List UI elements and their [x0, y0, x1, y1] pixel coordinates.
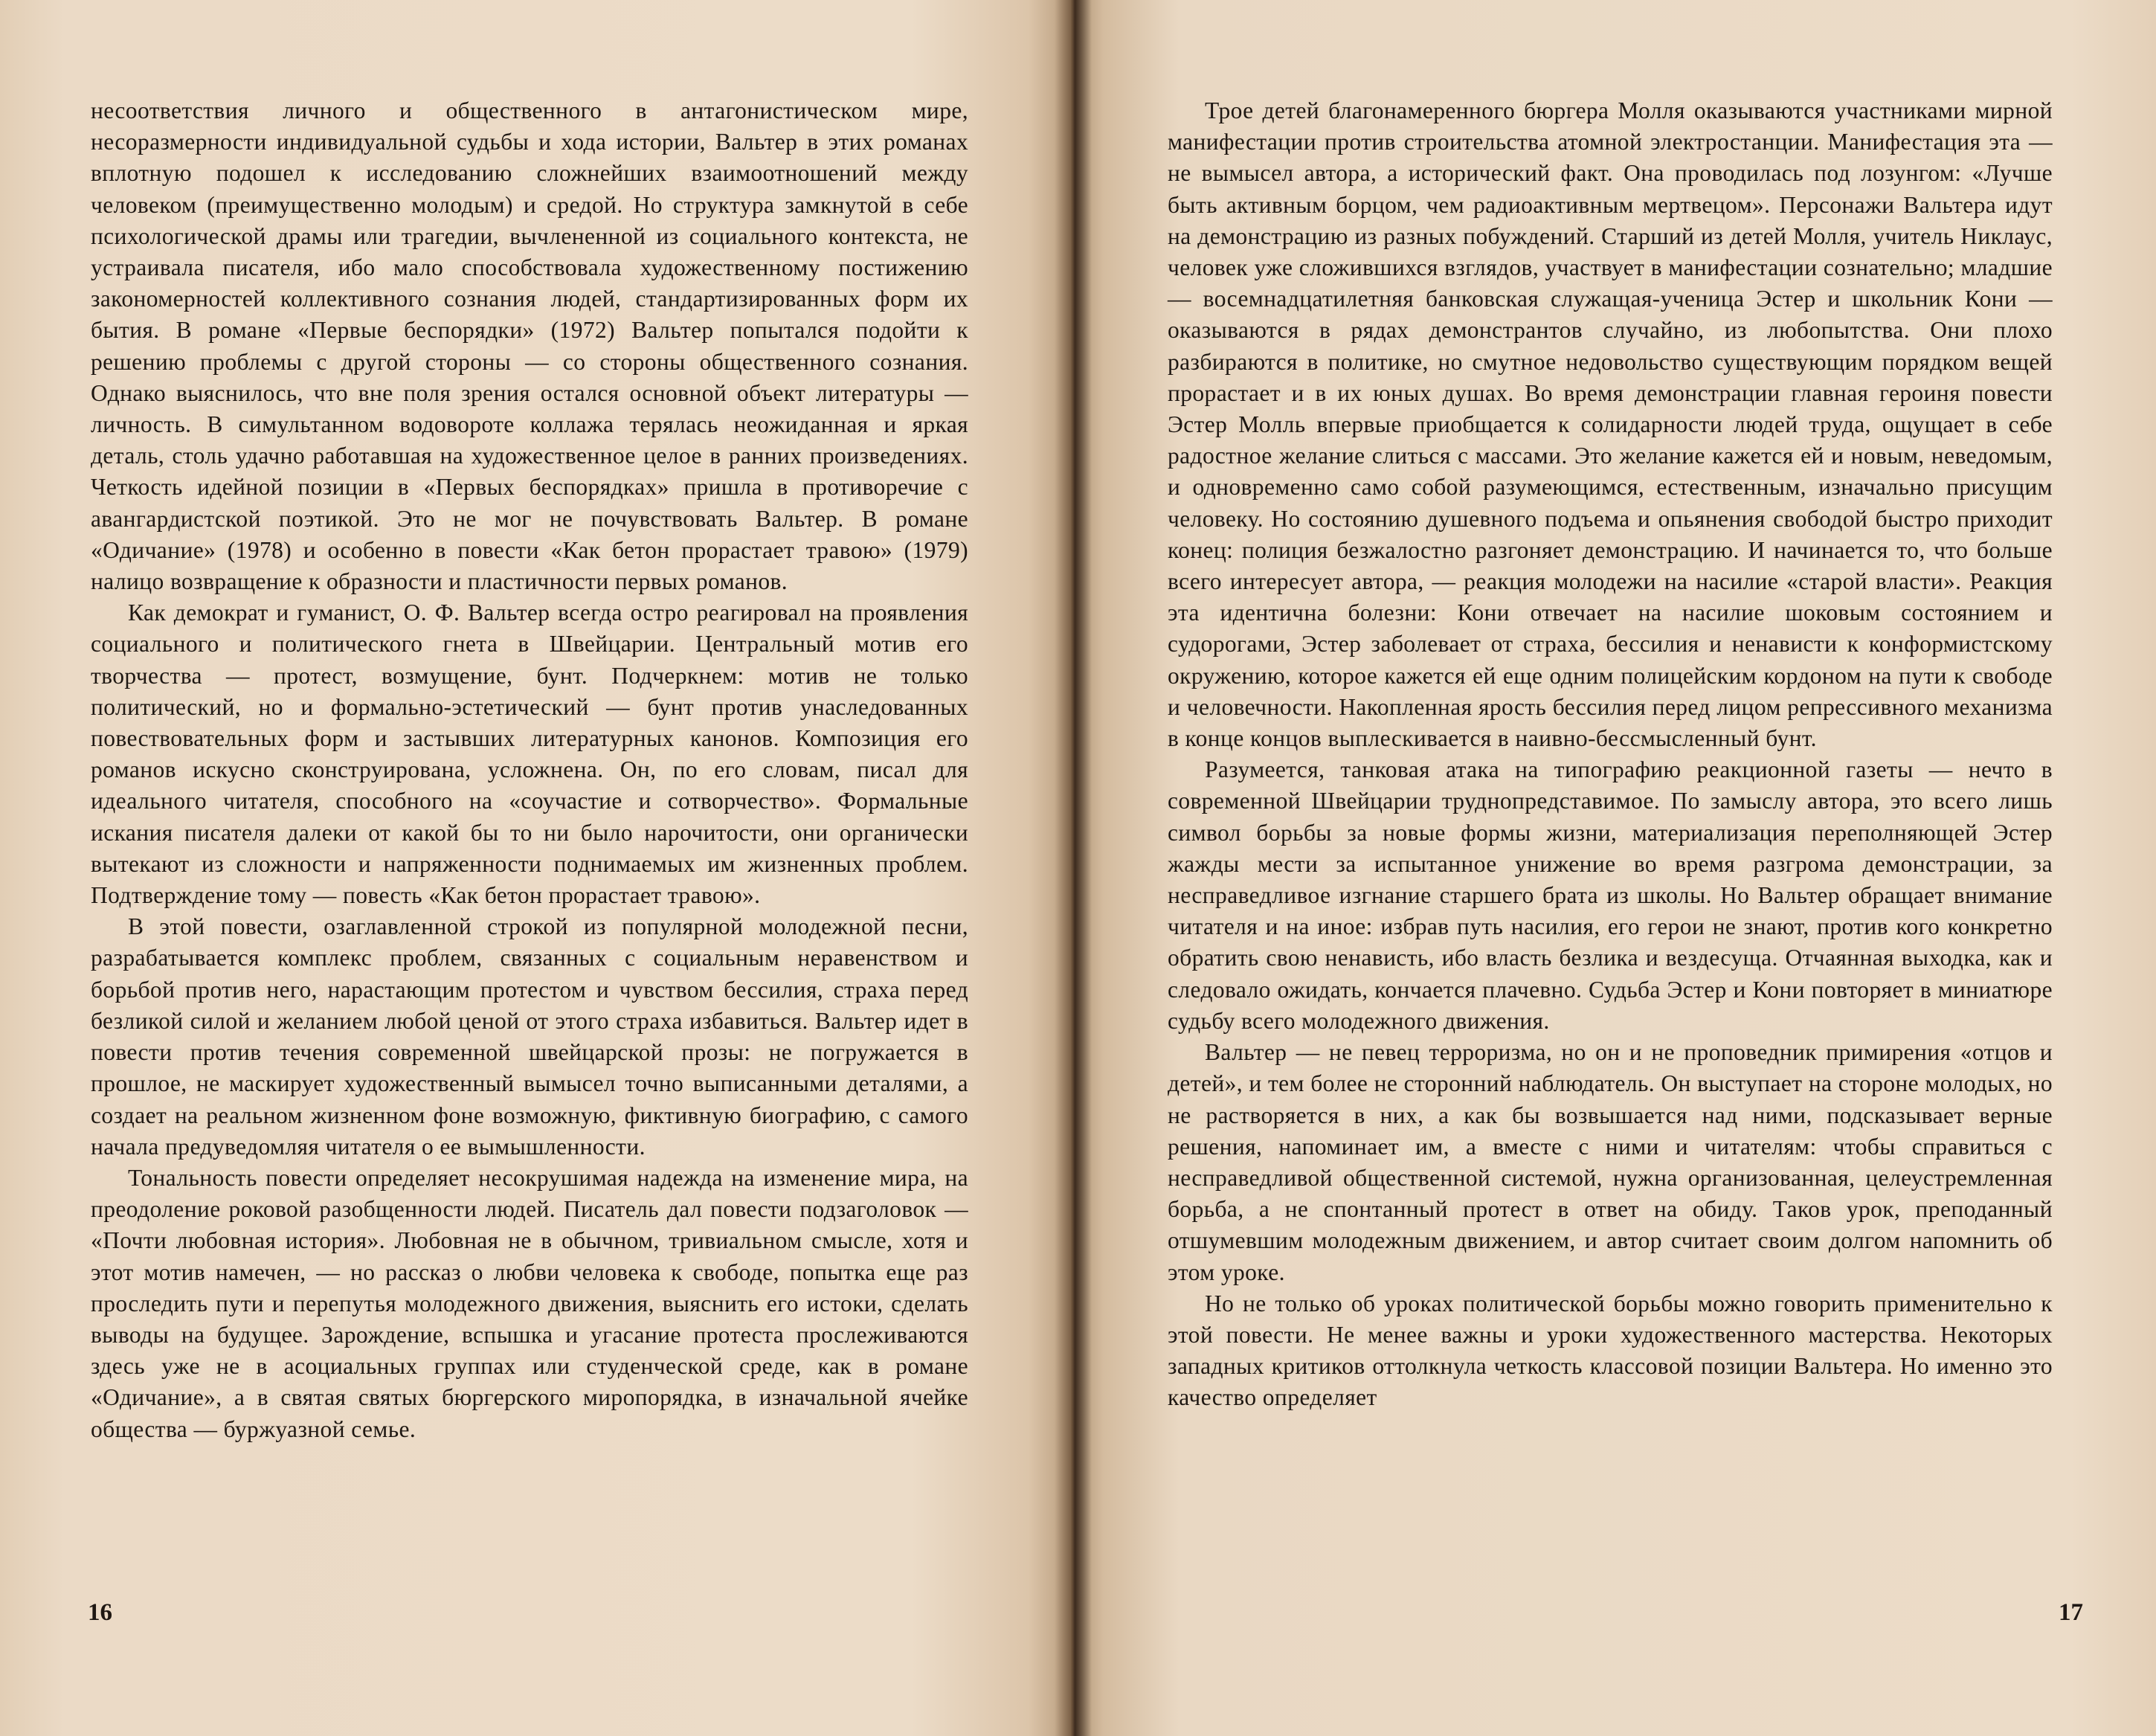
- page-number-left: 16: [88, 1599, 112, 1626]
- left-page-text: [91, 95, 968, 1445]
- page-number-right: 17: [2059, 1599, 2083, 1626]
- paragraph: несоответствия личного и общественного в антагонистическом мире, несоразмерности индивидуальной судьбы и хода истории, Вальтер в этих романах вплотную подошел к исследованию сложнейших взаимоотношений между человеком (преимущественно молодым) и средой. Но структура замкнутой в себе психологической драмы или трагедии, вычлененной из социального контекста, не устраивала писателя, ибо мало способствовала художественному постижению закономерностей коллективного сознания людей, стандартизированных форм их бытия. В романе «Первые беспорядки» (1972) Вальтер попытался подойти к решению проблемы с другой стороны — со стороны общественного сознания. Однако выяснилось, что вне поля зрения остался основной объект литературы — личность. В симультанном водовороте коллажа терялась неожиданная и яркая деталь, столь удачно работавшая на художественное целое в ранних произведениях. Четкость идейной позиции в «Первых беспорядках» пришла в противоречие с авангардистской поэтикой. Это не мог не почувствовать Вальтер. В романе «Одичание» (1978) и особенно в повести «Как бетон прорастает травою» (1979) налицо возвращение к образности и пластичности первых романов.: [91, 97, 968, 595]
- paragraph: Но не только об уроках политической борьбы можно говорить применительно к этой повести. Не менее важны и уроки художественного мастерства. Некоторых западных критиков оттолкнула четкость классовой позиции Вальтера. Но именно это качество определяет: [1168, 1290, 2053, 1411]
- paragraph: Как демократ и гуманист, О. Ф. Вальтер всегда остро реагировал на проявления социального и политического гнета в Швейцарии. Центральный мотив его творчества — протест, возмущение, бунт. Подчеркнем: мотив не только политический, но и формально-эстетический — бунт против унаследованных повествовательных форм и застывших литературных канонов. Композиция его романов искусно сконструирована, усложнена. Он, по его словам, писал для идеального читателя, способного на «соучастие и сотворчество». Формальные искания писателя далеки от какой бы то ни было нарочитости, они органически вытекают из сложности и напряженности поднимаемых им жизненных проблем. Подтверждение тому — повесть «Как бетон прорастает травою».: [91, 599, 968, 909]
- paragraph: В этой повести, озаглавленной строкой из популярной молодежной песни, разрабатывается комплекс проблем, связанных с социальным неравенством и борьбой против него, нарастающим протестом и чувством бессилия, страха перед безликой силой и желанием любой ценой от этого страха избавиться. Вальтер идет в повести против течения современной швейцарской прозы: не погружается в прошлое, не маскирует художественный вымысел точно выписанными деталями, а создает на реальном жизненном фоне возможную, фиктивную биографию, с самого начала предуведомляя читателя о ее вымышленности.: [91, 913, 968, 1160]
- paragraph: Вальтер — не певец терроризма, но он и не проповедник примирения «отцов и детей», и тем более не сторонний наблюдатель. Он выступает на стороне молодых, но не растворяется в них, а как бы возвышается над ними, подсказывает верные решения, напоминает им, а вместе с ними и читателям: чтобы справиться с несправедливой общественной системой, нужна организованная, целеустремленная борьба, а не спонтанный протест в ответ на обиду. Таков урок, преподанный отшумевшим молодежным движением, и автор считает своим долгом напомнить об этом уроке.: [1168, 1039, 2053, 1285]
- right-page-text: [1168, 95, 2053, 1414]
- paragraph: Разумеется, танковая атака на типографию реакционной газеты — нечто в современной Швейцарии труднопредставимое. По замыслу автора, это всего лишь символ борьбы за новые формы жизни, материализация переполняющей Эстер жажды мести за испытанное унижение во время разгрома демонстрации, за несправедливое изгнание старшего брата из школы. Но Вальтер обращает внимание читателя и на иное: избрав путь насилия, его герои не знают, против кого конкретно обратить свою ненависть, ибо власть безлика и вездесуща. Отчаянная выходка, как и следовало ожидать, кончается плачевно. Судьба Эстер и Кони повторяет в миниатюре судьбу всего молодежного движения.: [1168, 756, 2053, 1034]
- paragraph: Трое детей благонамеренного бюргера Молля оказываются участниками мирной манифестации против строительства атомной электростанции. Манифестация эта — не вымысел автора, а исторический факт. Она проводилась под лозунгом: «Лучше быть активным борцом, чем радиоактивным мертвецом». Персонажи Вальтера идут на демонстрацию из разных побуждений. Старший из детей Молля, учитель Никлаус, человек уже сложившихся взглядов, участвует в манифестации сознательно; младшие — восемнадцатилетняя банковская служащая-ученица Эстер и школьник Кони — оказываются в рядах демонстрантов случайно, из любопытства. Они плохо разбираются в политике, но смутное недовольство существующим порядком вещей прорастает и в их юных душах. Во время демонстрации главная героиня повести Эстер Молль впервые приобщается к солидарности людей труда, ощущает в себе радостное желание слиться с массами. Это желание кажется ей и новым, неведомым, и одновременно само собой разумеющимся, естественным, изначально присущим человеку. Но состоянию душевного подъема и опьянения свободой быстро приходит конец: полиция безжалостно разгоняет демонстрацию. И начинается то, что больше всего интересует автора, — реакция молодежи на насилие «старой власти». Реакция эта идентична болезни: Кони отвечает на насилие шоковым состоянием и судорогами, Эстер заболевает от страха, бессилия и ненависти к конформистскому окружению, которое кажется ей еще одним полицейским кордоном на пути к свободе и человечности. Накопленная ярость бессилия перед лицом репрессивного механизма в конце концов выплескивается в наивно-бессмысленный бунт.: [1168, 97, 2053, 752]
- left-page: [0, 0, 1071, 1736]
- right-page: [1071, 0, 2156, 1736]
- paragraph: Тональность повести определяет несокрушимая надежда на изменение мира, на преодоление роковой разобщенности людей. Писатель дал повести подзаголовок — «Почти любовная история». Любовная не в обычном, тривиальном смысле, хотя и этот мотив намечен, — но рассказ о любви человека к свободе, попытка еще раз проследить пути и перепутья молодежного движения, выяснить его истоки, сделать выводы на будущее. Зарождение, вспышка и угасание протеста прослеживаются здесь уже не в асоциальных группах или студенческой среде, как в романе «Одичание», а в святая святых бюргерского миропорядка, в изначальной ячейке общества — буржуазной семье.: [91, 1164, 968, 1442]
